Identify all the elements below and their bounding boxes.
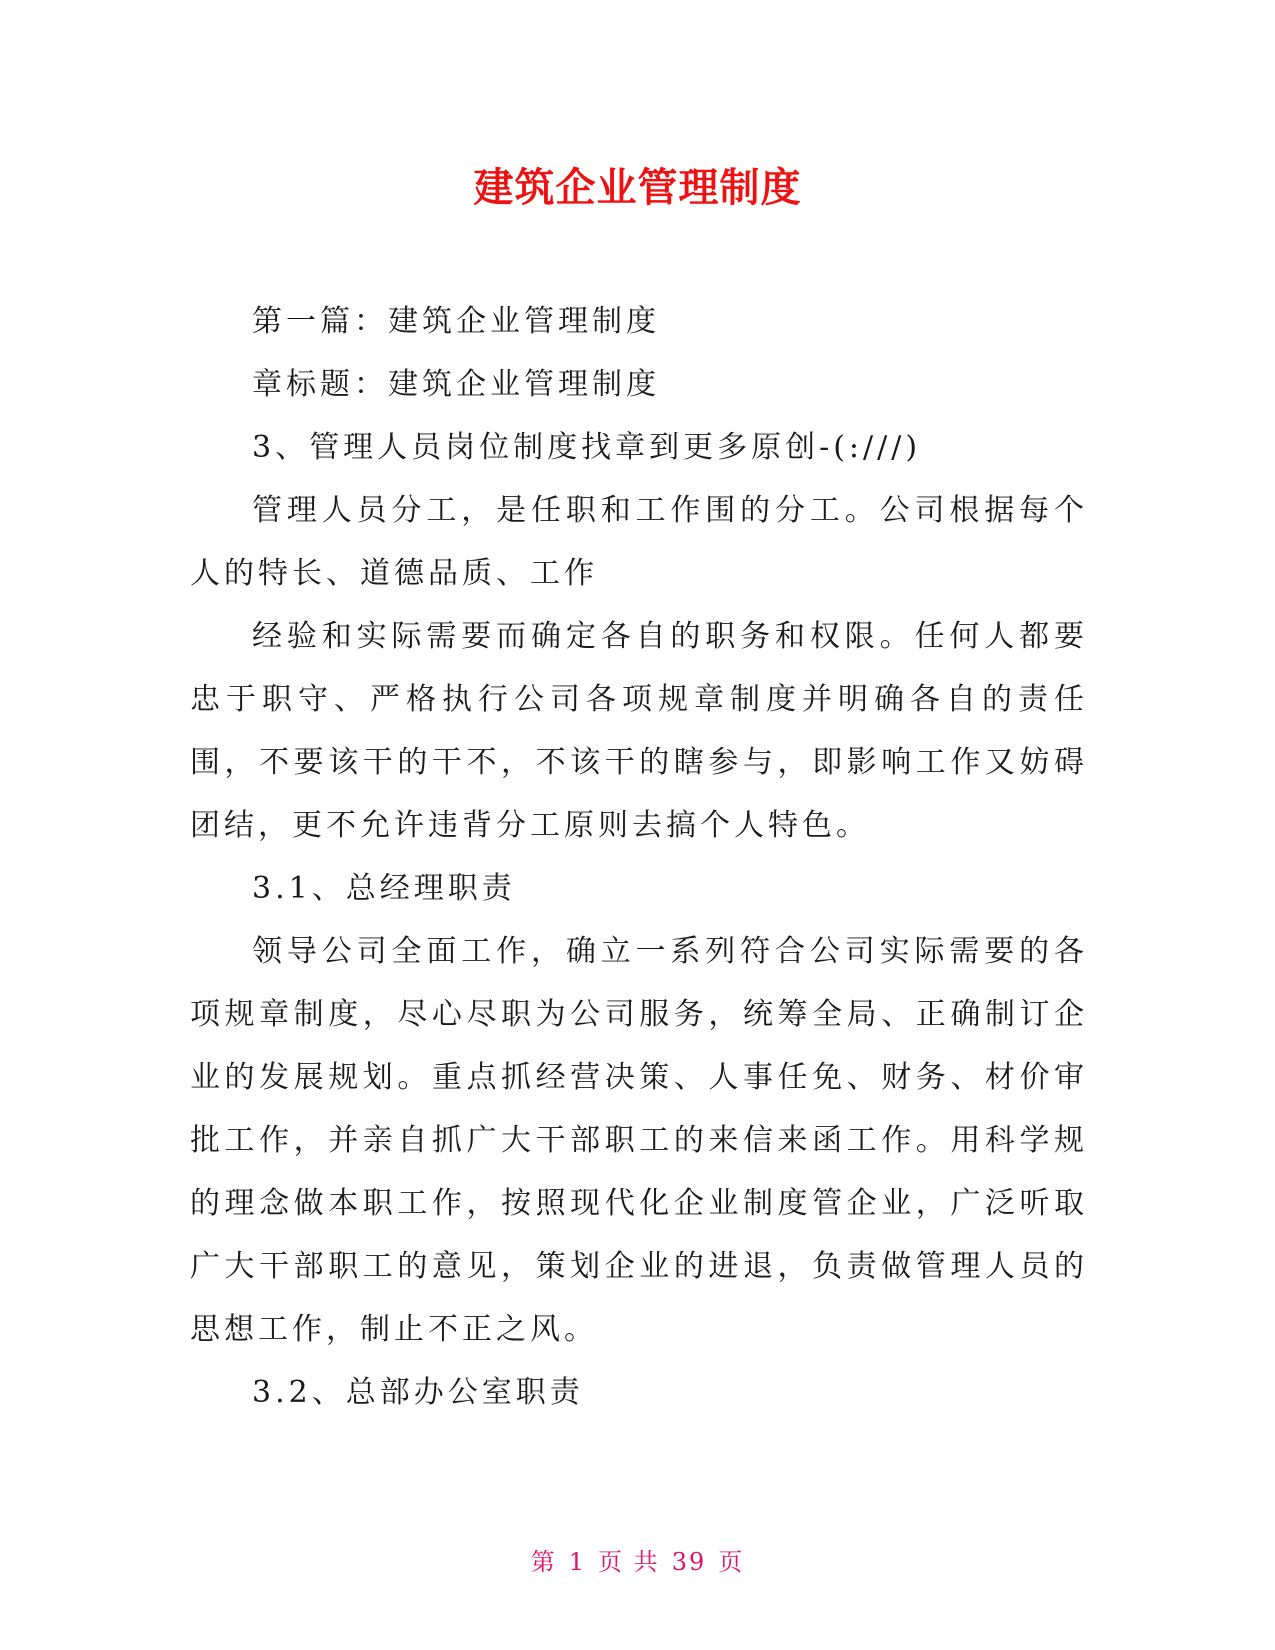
paragraph-part-heading: 第一篇：建筑企业管理制度 xyxy=(252,304,660,339)
paragraph-chapter-heading: 章标题：建筑企业管理制度 xyxy=(252,367,660,402)
footer-prefix: 第 xyxy=(530,1548,557,1576)
paragraph-gm-duties: 领导公司全面工作，确立一系列符合公司实际需要的各项规章制度，尽心尽职为公司服务，统筹全局、正确制订企业的发展规划。重点抓经营决策、人事任免、财务、材价审批工作，并亲自抓广大干部职工的来信来函工作。用科学规的理念做本职工作，按照现代化企业制度管企业，广泛听取广大干部职工的意见，策划企业的进退，负责做管理人员的思想工作，制止不正之风。 xyxy=(190,934,1088,1347)
paragraph-duties-and-rules: 经验和实际需要而确定各自的职务和权限。任何人都要忠于职守、严格执行公司各项规章制度并明确各自的责任围，不要该干的干不，不该干的瞎参与，即影响工作又妨碍团结，更不允许违背分工原则去搞个人特色。 xyxy=(190,619,1088,843)
paragraph-section-3-2-heading: 3.2、总部办公室职责 xyxy=(252,1375,584,1410)
paragraph-division-of-labor: 管理人员分工，是任职和工作围的分工。公司根据每个人的特长、道德品质、工作 xyxy=(190,493,1088,591)
footer-suffix: 页 xyxy=(718,1548,745,1576)
document-body xyxy=(190,290,1088,1424)
footer-total-pages: 39 xyxy=(671,1548,707,1576)
paragraph-section-3-heading: 3、管理人员岗位制度找章到更多原创-(:///) xyxy=(252,430,922,465)
document-title: 建筑企业管理制度 xyxy=(473,165,802,211)
paragraph-section-3-1-heading: 3.1、总经理职责 xyxy=(252,871,516,906)
footer-mid: 页 共 xyxy=(598,1548,660,1576)
page-footer xyxy=(0,1546,1275,1578)
footer-page-number: 1 xyxy=(568,1548,587,1576)
